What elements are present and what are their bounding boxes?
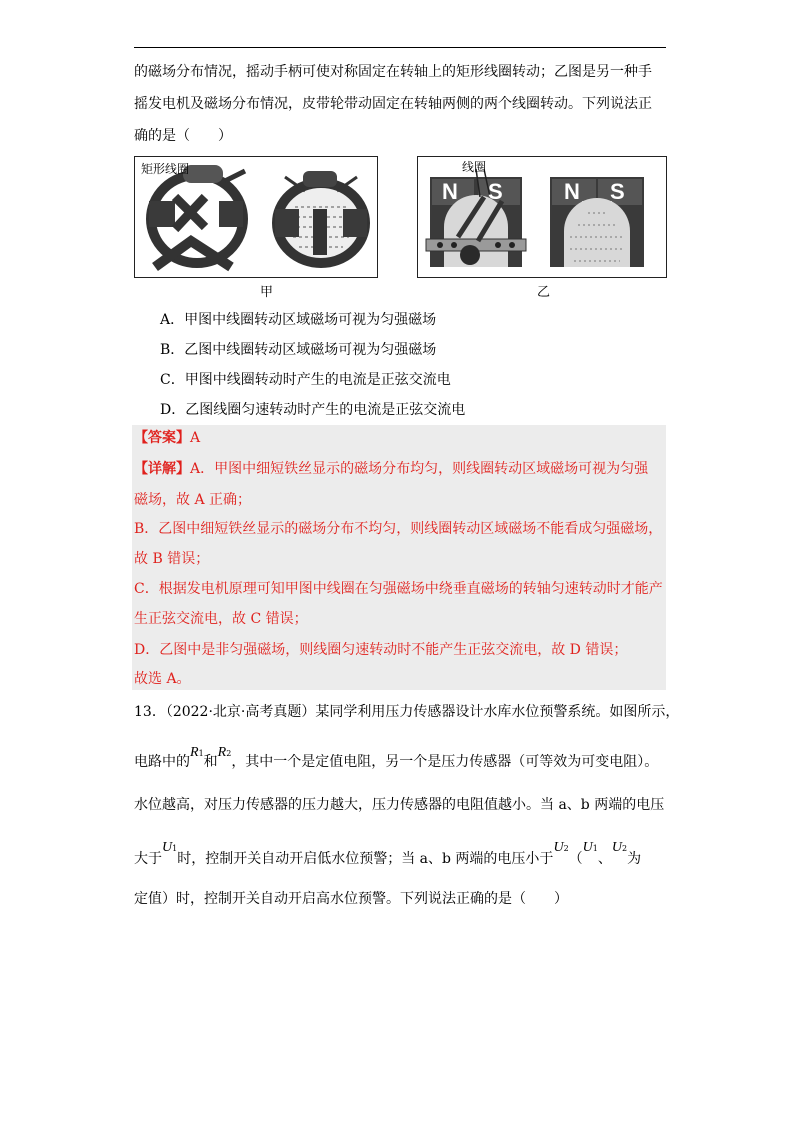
generator-yi-illustration [418, 157, 666, 277]
symbol-u1-b: U [582, 840, 593, 855]
symbol-r2: R [217, 745, 227, 760]
q13-and: 和 [203, 754, 218, 770]
symbol-r1: R [190, 745, 199, 760]
symbol-u2-b-sub: 2 [622, 844, 628, 853]
figure-jia [134, 156, 378, 278]
q13-l4-pre: 大于 [134, 851, 162, 867]
caption-yi: 乙 [537, 285, 551, 300]
magnet-n-left: N [442, 179, 458, 204]
q13-paren-open: （ [568, 851, 583, 867]
symbol-u1-b-sub: 1 [592, 844, 598, 853]
q13-line-3: 水位越高，对压力传感器的压力越大，压力传感器的电阻值越小。当 a、b 两端的电压 [134, 797, 665, 813]
detail-line-8: 故选 A。 [134, 671, 191, 687]
detail-line-6: 生正弦交流电，故 C 错误； [134, 611, 308, 627]
detail-line-5: C．根据发电机原理可知甲图中线圈在匀强磁场中绕垂直磁场的转轴匀速转动时才能产 [134, 581, 663, 597]
answer-tag: 【答案】 [134, 430, 190, 446]
detail-text-1: A．甲图中细短铁丝显示的磁场分布均匀，则线圈转动区域磁场可视为匀强 [190, 461, 649, 477]
symbol-u1-sub: 1 [172, 844, 178, 853]
symbol-r2-sub: 2 [226, 749, 232, 758]
answer-value: A [190, 430, 201, 446]
option-b: B．乙图中线圈转动区域磁场可视为匀强磁场 [160, 342, 437, 358]
symbol-u2-sub: 2 [563, 844, 569, 853]
figure-yi [417, 156, 667, 278]
caption-jia: 甲 [260, 285, 274, 300]
option-d: D．乙图线圈匀速转动时产生的电流是正弦交流电 [160, 402, 466, 418]
q13-l4-post: 为 [627, 851, 642, 867]
detail-line-1 [134, 459, 648, 479]
label-rectangular-coil: 矩形线圈 [141, 162, 190, 176]
answer-line [134, 428, 200, 448]
intro-line-3: 确的是（ ） [134, 128, 232, 144]
detail-line-4: 故 B 错误； [134, 551, 210, 567]
q13-l2-pre: 电路中的 [134, 754, 190, 770]
option-a: A．甲图中线圈转动区域磁场可视为匀强磁场 [160, 312, 437, 328]
intro-line-2: 摇发电机及磁场分布情况，皮带轮带动固定在转轴两侧的两个线圈转动。下列说法正 [134, 96, 652, 112]
header-rule [134, 47, 666, 48]
q13-line-4 [134, 840, 642, 871]
q13-line-2 [134, 745, 659, 774]
symbol-u2: U [553, 840, 564, 855]
q13-l4-mid: 时，控制开关自动开启低水位预警；当 a、b 两端的电压小于 [177, 851, 554, 867]
symbol-u1: U [162, 840, 173, 855]
detail-line-2: 磁场，故 A 正确； [134, 492, 252, 508]
label-coil: 线圈 [462, 160, 487, 174]
q13-line-5: 定值）时，控制开关自动开启高水位预警。下列说法正确的是（ ） [134, 891, 568, 907]
magnet-s-left: S [488, 179, 503, 204]
detail-line-3: B．乙图中细短铁丝显示的磁场分布不均匀，则线圈转动区域磁场不能看成匀强磁场， [134, 521, 663, 537]
magnet-n-right: N [564, 179, 580, 204]
q13-l2-post: ，其中一个是定值电阻，另一个是压力传感器（可等效为可变电阻）。 [231, 754, 659, 770]
detail-tag: 【详解】 [134, 461, 190, 477]
q13-line-1: 13．（2022·北京·高考真题）某同学利用压力传感器设计水库水位预警系统。如图所示， [134, 704, 680, 720]
intro-line-1: 的磁场分布情况，摇动手柄可使对称固定在转轴上的矩形线圈转动；乙图是另一种手 [134, 64, 652, 80]
q13-comma: 、 [597, 851, 612, 867]
option-c: C．甲图中线圈转动时产生的电流是正弦交流电 [160, 372, 451, 388]
symbol-u2-b: U [611, 840, 622, 855]
detail-line-7: D．乙图中是非匀强磁场，则线圈匀速转动时不能产生正弦交流电，故 D 错误； [134, 642, 628, 658]
magnet-s-right: S [610, 179, 625, 204]
symbol-r1-sub: 1 [198, 749, 204, 758]
